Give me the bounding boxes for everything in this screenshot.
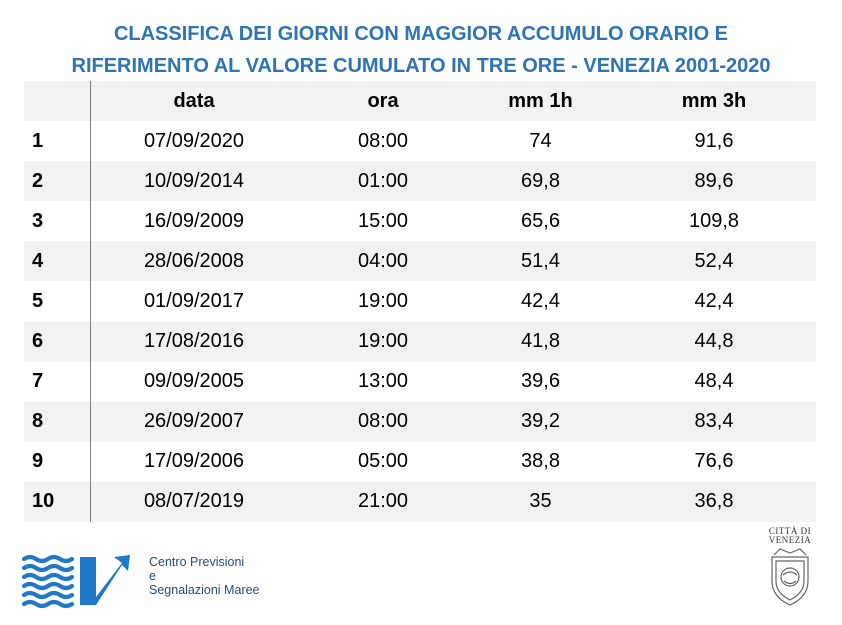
cell-rank: 3 xyxy=(24,201,91,241)
cell-mm-1h: 39,2 xyxy=(521,410,560,433)
cell-mm-3h: 76,6 xyxy=(694,450,734,473)
cell-rank: 6 xyxy=(24,322,91,362)
header-time: ora xyxy=(367,89,399,112)
cell-mm-1h: 39,6 xyxy=(521,370,560,393)
cell-date: 16/09/2009 xyxy=(143,209,245,232)
table-row xyxy=(24,241,816,281)
cell-time: 21:00 xyxy=(357,490,409,513)
page-title xyxy=(0,18,842,82)
cell-time: 19:00 xyxy=(357,330,409,353)
cell-mm-3h: 52,4 xyxy=(694,249,734,272)
cell-mm-1h: 42,4 xyxy=(521,290,560,313)
cell-time: 13:00 xyxy=(357,370,409,393)
logo-line-2: e xyxy=(149,569,156,583)
crest-label xyxy=(760,527,820,545)
cell-mm-3h: 44,8 xyxy=(694,330,734,353)
cell-mm-3h: 36,8 xyxy=(694,490,734,513)
cell-time: 19:00 xyxy=(357,290,409,313)
table-row xyxy=(24,362,816,402)
header-date: data xyxy=(173,89,215,112)
table-header-row xyxy=(24,81,816,121)
cell-date: 08/07/2019 xyxy=(143,490,245,513)
cell-time: 04:00 xyxy=(357,249,409,272)
cell-mm-3h: 109,8 xyxy=(688,209,740,232)
table-row xyxy=(24,402,816,442)
cell-date: 17/08/2016 xyxy=(143,330,245,353)
table-row xyxy=(24,161,816,201)
cell-date: 28/06/2008 xyxy=(143,249,245,272)
cell-rank: 4 xyxy=(24,241,91,281)
cell-mm-3h: 48,4 xyxy=(694,370,734,393)
table-row xyxy=(24,121,816,161)
table-body xyxy=(24,121,816,522)
cell-rank: 9 xyxy=(24,442,91,482)
cell-time: 08:00 xyxy=(357,129,409,152)
cell-date: 26/09/2007 xyxy=(143,410,245,433)
cell-time: 05:00 xyxy=(357,450,409,473)
cell-mm-3h: 42,4 xyxy=(694,290,734,313)
header-mm-3h: mm 3h xyxy=(681,89,747,112)
cell-date: 17/09/2006 xyxy=(143,450,245,473)
table-row xyxy=(24,442,816,482)
cell-mm-1h: 65,6 xyxy=(521,209,560,232)
cell-date: 09/09/2005 xyxy=(143,370,245,393)
table-row xyxy=(24,322,816,362)
cell-rank: 1 xyxy=(24,121,91,161)
cell-date: 01/09/2017 xyxy=(143,290,245,313)
cell-mm-3h: 83,4 xyxy=(694,410,734,433)
table-row xyxy=(24,482,816,522)
cell-rank: 5 xyxy=(24,281,91,321)
table-row xyxy=(24,281,816,321)
cell-mm-1h: 38,8 xyxy=(521,450,560,473)
cell-mm-1h: 74 xyxy=(529,129,552,152)
crest-line-1: CITTÀ DI xyxy=(768,526,812,536)
logo-line-3: Segnalazioni Maree xyxy=(149,583,260,597)
cell-mm-3h: 91,6 xyxy=(694,129,734,152)
cell-rank: 8 xyxy=(24,402,91,442)
title-line-2: RIFERIMENTO AL VALORE CUMULATO IN TRE ORE - VENEZIA 2001-2020 xyxy=(71,55,771,77)
cell-rank: 10 xyxy=(24,482,91,522)
cell-mm-1h: 69,8 xyxy=(521,169,560,192)
crest-line-2: VENEZIA xyxy=(768,535,812,545)
cell-rank: 7 xyxy=(24,362,91,402)
ranking-table xyxy=(24,81,816,522)
cell-date: 07/09/2020 xyxy=(143,129,245,152)
logo-line-1: Centro Previsioni xyxy=(149,555,245,569)
header-mm-1h: mm 1h xyxy=(508,89,573,112)
venezia-crest-icon xyxy=(766,547,814,607)
cell-mm-1h: 51,4 xyxy=(521,249,560,272)
cell-time: 08:00 xyxy=(357,410,409,433)
title-line-1: CLASSIFICA DEI GIORNI CON MAGGIOR ACCUMULO ORARIO E xyxy=(113,23,729,45)
cell-mm-1h: 41,8 xyxy=(521,330,560,353)
cell-date: 10/09/2014 xyxy=(143,169,245,192)
cell-time: 01:00 xyxy=(357,169,409,192)
header-rank xyxy=(24,81,91,121)
table-row xyxy=(24,201,816,241)
cpsm-logo-icon xyxy=(22,553,132,613)
cell-rank: 2 xyxy=(24,161,91,201)
cell-time: 15:00 xyxy=(357,209,409,232)
cell-mm-1h: 35 xyxy=(529,490,552,513)
cpsm-logo-text xyxy=(149,555,260,597)
cell-mm-3h: 89,6 xyxy=(694,169,734,192)
